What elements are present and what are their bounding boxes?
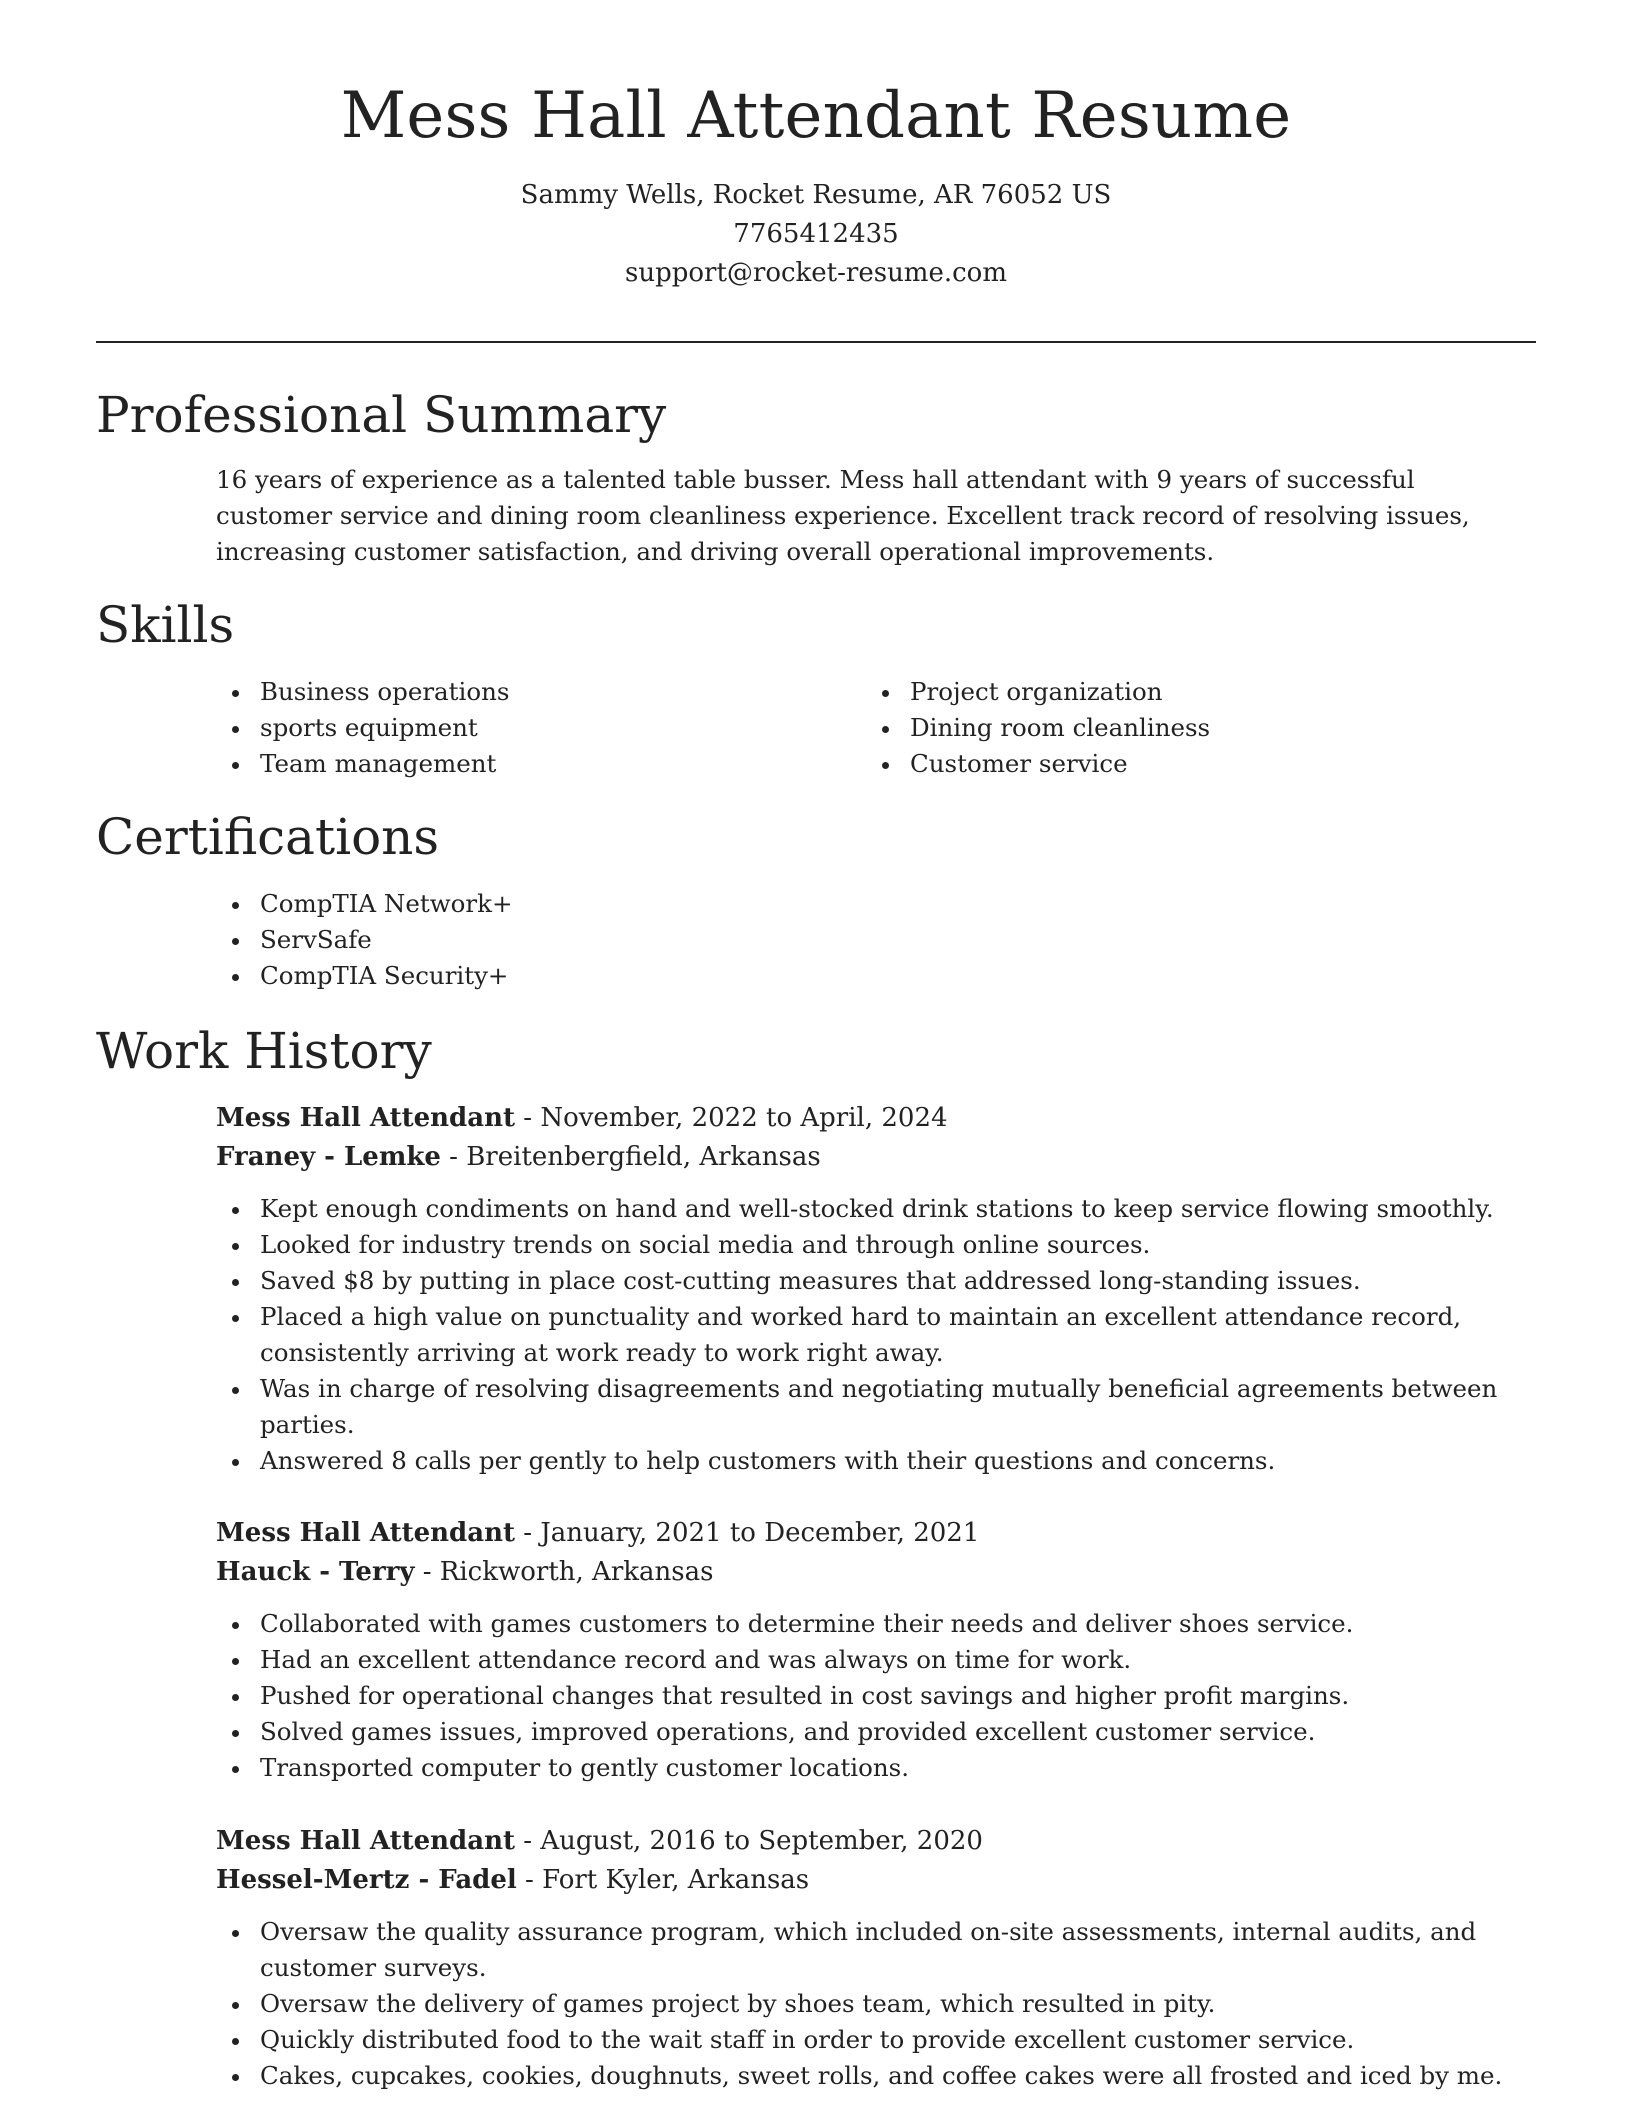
skills-list-left [216,674,509,782]
job-bullet: Quickly distributed food to the wait staff in order to provide excellent customer service. [216,2022,1542,2058]
summary-text: 16 years of experience as a talented table busser. Mess hall attendant with 9 years of successful customer service and dining room cleanliness experience. Excellent track record of resolving issues, increasing customer satisfaction, and driving overall operational improvements. [216,465,1470,566]
job-title-line [216,1822,1542,1861]
job-location: - Breitenbergfield, Arkansas [440,1142,821,1172]
skill-item: sports equipment [216,710,509,746]
job-entry [216,1514,1542,1786]
job-bullet: Pushed for operational changes that resulted in cost savings and higher profit margins. [216,1678,1542,1714]
job-company-line [216,1553,1542,1592]
skills-list-right [866,674,1210,782]
skill-item: Dining room cleanliness [866,710,1210,746]
job-bullet: Collaborated with games customers to determine their needs and deliver shoes service. [216,1606,1542,1642]
skills-heading: Skills [96,596,235,654]
certifications-list [216,886,513,994]
job-entry [216,1822,1542,2094]
job-role: Mess Hall Attendant [216,1103,515,1133]
skill-item: Business operations [216,674,509,710]
contact-address: Sammy Wells, Rocket Resume, AR 76052 US [520,180,1112,210]
job-company: Hauck - Terry [216,1557,415,1587]
job-title-line [216,1099,1542,1138]
job-dates: - November, 2022 to April, 2024 [515,1103,948,1133]
job-bullet: Cakes, cupcakes, cookies, doughnuts, sweet rolls, and coffee cakes were all frosted and iced by me. [216,2058,1542,2094]
job-bullet: Answered 8 calls per gently to help customers with their questions and concerns. [216,1443,1542,1479]
document-title: Mess Hall Attendant Resume [340,79,1292,153]
skill-item: Team management [216,746,509,782]
work-history-heading: Work History [96,1022,432,1080]
certification-item: CompTIA Network+ [216,886,513,922]
skill-item: Project organization [866,674,1210,710]
job-entry [216,1099,1542,1479]
job-bullet: Looked for industry trends on social media and through online sources. [216,1227,1542,1263]
job-company-line [216,1138,1542,1177]
job-bullet: Had an excellent attendance record and was always on time for work. [216,1642,1542,1678]
job-company: Franey - Lemke [216,1142,441,1172]
job-bullet: Oversaw the quality assurance program, which included on-site assessments, internal audits, and customer surveys. [216,1914,1542,1986]
job-bullet: Kept enough condiments on hand and well-stocked drink stations to keep service flowing smoothly. [216,1191,1542,1227]
certification-item: ServSafe [216,922,513,958]
job-company-line [216,1861,1542,1900]
resume-header [0,0,1632,293]
job-bullets [216,1191,1542,1479]
job-bullets [216,1606,1542,1786]
contact-email: support@rocket-resume.com [624,258,1007,288]
summary-heading: Professional Summary [96,386,667,444]
job-role: Mess Hall Attendant [216,1826,515,1856]
skill-item: Customer service [866,746,1210,782]
job-bullet: Saved $8 by putting in place cost-cutting measures that addressed long-standing issues. [216,1263,1542,1299]
job-bullet: Was in charge of resolving disagreements and negotiating mutually beneficial agreements between parties. [216,1371,1542,1443]
job-bullet: Transported computer to gently customer locations. [216,1750,1542,1786]
job-location: - Fort Kyler, Arkansas [516,1865,810,1895]
job-bullets [216,1914,1542,2094]
job-title-line [216,1514,1542,1553]
header-divider [96,341,1536,343]
job-location: - Rickworth, Arkansas [414,1557,714,1587]
job-bullet: Placed a high value on punctuality and worked hard to maintain an excellent attendance record, consistently arriving at work ready to work right away. [216,1299,1542,1371]
job-bullet: Solved games issues, improved operations, and provided excellent customer service. [216,1714,1542,1750]
contact-phone: 7765412435 [733,219,899,249]
job-role: Mess Hall Attendant [216,1518,515,1548]
job-dates: - January, 2021 to December, 2021 [515,1518,980,1548]
certifications-heading: Certifications [96,808,440,866]
job-bullet: Oversaw the delivery of games project by shoes team, which resulted in pity. [216,1986,1542,2022]
job-company: Hessel-Mertz - Fadel [216,1865,517,1895]
job-dates: - August, 2016 to September, 2020 [515,1826,983,1856]
certification-item: CompTIA Security+ [216,958,513,994]
